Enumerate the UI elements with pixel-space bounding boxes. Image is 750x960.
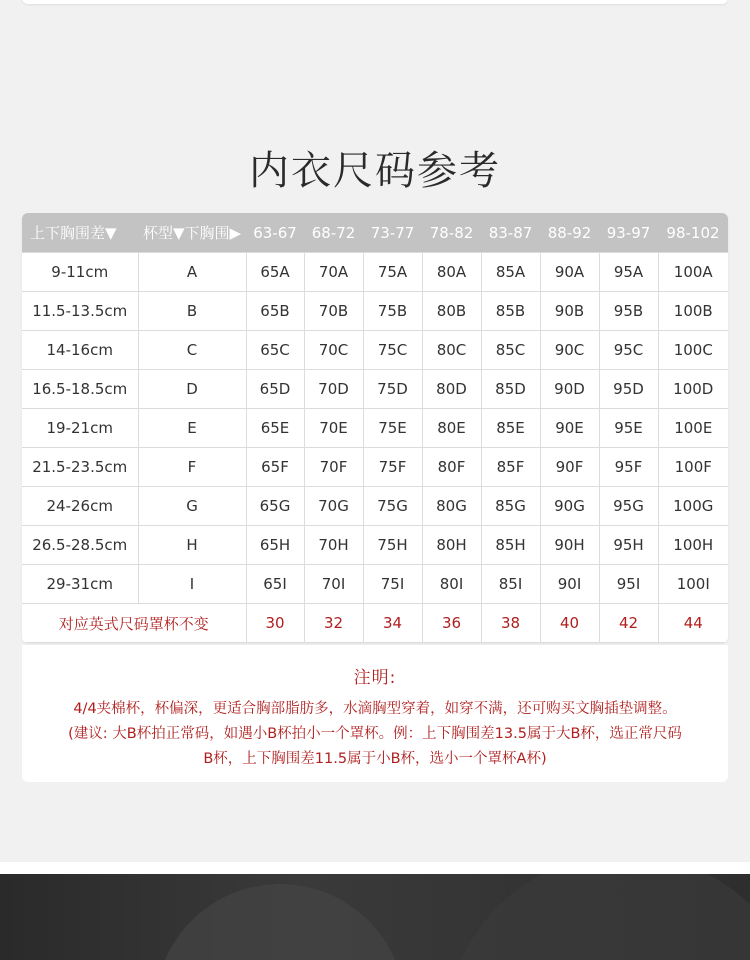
uk-size-label: 对应英式尺码罩杯不变 [22,604,246,643]
size-cell: 65H [246,526,304,565]
size-cell: 80I [422,565,481,604]
header-cup: 杯型▼ [142,224,185,242]
size-cell: 75C [363,331,422,370]
size-cell: 75E [363,409,422,448]
size-cell: 80H [422,526,481,565]
header-range-7: 93-97 [599,213,658,253]
size-cell: 95H [599,526,658,565]
notes-title: 注明: [353,668,397,688]
uk-size-cell: 42 [599,604,658,643]
notes-panel [22,645,728,782]
header-range-8: 98-102 [658,213,728,253]
size-cell: 100I [658,565,728,604]
bust-diff-cell: 26.5-28.5cm [22,526,138,565]
size-cell: 65G [246,487,304,526]
size-cell: 70H [304,526,363,565]
bust-diff-cell: 16.5-18.5cm [22,370,138,409]
size-cell: 100H [658,526,728,565]
size-cell: 100C [658,331,728,370]
uk-size-row [22,604,728,643]
size-cell: 90H [540,526,599,565]
size-cell: 70G [304,487,363,526]
size-cell: 70D [304,370,363,409]
size-cell: 65B [246,292,304,331]
cup-cell: G [138,487,246,526]
cup-cell: E [138,409,246,448]
size-cell: 95G [599,487,658,526]
bust-diff-cell: 9-11cm [22,253,138,292]
size-cell: 95B [599,292,658,331]
size-cell: 75H [363,526,422,565]
bust-diff-cell: 14-16cm [22,331,138,370]
size-cell: 100A [658,253,728,292]
header-range-5: 83-87 [481,213,540,253]
size-cell: 100F [658,448,728,487]
uk-size-cell: 32 [304,604,363,643]
size-cell: 90A [540,253,599,292]
page-title: 内衣尺码参考 [249,147,501,194]
header-range-3: 73-77 [363,213,422,253]
header-range-4: 78-82 [422,213,481,253]
size-cell: 75F [363,448,422,487]
size-cell: 100B [658,292,728,331]
size-cell: 70A [304,253,363,292]
header-range-2: 68-72 [304,213,363,253]
bust-diff-cell: 19-21cm [22,409,138,448]
notes-line: B杯，上下胸围差11.5属于小B杯，选小一个罩杯A杯) [203,751,547,767]
size-table [22,213,728,643]
size-cell: 85I [481,565,540,604]
header-cup-underbust [138,213,246,253]
size-cell: 80C [422,331,481,370]
uk-size-cell: 36 [422,604,481,643]
top-card-edge [22,0,728,4]
size-cell: 65C [246,331,304,370]
size-cell: 65A [246,253,304,292]
bust-diff-cell: 29-31cm [22,565,138,604]
size-cell: 90D [540,370,599,409]
uk-size-cell: 44 [658,604,728,643]
size-cell: 90C [540,331,599,370]
size-cell: 75D [363,370,422,409]
size-table-card [22,213,728,643]
table-row [22,487,728,526]
size-cell: 70B [304,292,363,331]
header-range-1: 63-67 [246,213,304,253]
table-row [22,448,728,487]
size-cell: 85B [481,292,540,331]
size-cell: 100D [658,370,728,409]
bottom-dark-image [0,874,750,960]
size-cell: 90F [540,448,599,487]
size-cell: 95I [599,565,658,604]
size-cell: 95C [599,331,658,370]
size-cell: 80G [422,487,481,526]
table-row [22,526,728,565]
size-cell: 90E [540,409,599,448]
cup-cell: A [138,253,246,292]
size-cell: 85C [481,331,540,370]
size-cell: 65D [246,370,304,409]
size-cell: 70C [304,331,363,370]
size-cell: 90B [540,292,599,331]
size-cell: 85H [481,526,540,565]
notes-line: 4/4夹棉杯，杯偏深，更适合胸部脂肪多，水滴胸型穿着，如穿不满，还可购买文胸插垫调整。 [73,701,677,717]
size-cell: 75B [363,292,422,331]
size-cell: 80F [422,448,481,487]
size-cell: 80B [422,292,481,331]
uk-size-cell: 38 [481,604,540,643]
size-cell: 85G [481,487,540,526]
bottom-banner [0,862,750,960]
bust-diff-cell: 11.5-13.5cm [22,292,138,331]
cup-cell: I [138,565,246,604]
size-cell: 70I [304,565,363,604]
decorative-sphere [445,874,750,960]
size-cell: 85E [481,409,540,448]
size-cell: 80A [422,253,481,292]
size-cell: 100G [658,487,728,526]
table-row [22,253,728,292]
uk-size-cell: 34 [363,604,422,643]
table-row [22,409,728,448]
size-cell: 65I [246,565,304,604]
header-underbust: 下胸围▶ [184,224,242,242]
size-cell: 90I [540,565,599,604]
size-cell: 95F [599,448,658,487]
size-cell: 80D [422,370,481,409]
size-cell: 95D [599,370,658,409]
size-cell: 65E [246,409,304,448]
cup-cell: C [138,331,246,370]
size-cell: 65F [246,448,304,487]
size-cell: 95A [599,253,658,292]
size-cell: 70E [304,409,363,448]
table-body [22,253,728,643]
size-cell: 70F [304,448,363,487]
size-cell: 95E [599,409,658,448]
cup-cell: B [138,292,246,331]
uk-size-cell: 40 [540,604,599,643]
size-cell: 75I [363,565,422,604]
size-cell: 80E [422,409,481,448]
header-range-6: 88-92 [540,213,599,253]
bust-diff-cell: 21.5-23.5cm [22,448,138,487]
size-cell: 100E [658,409,728,448]
header-bust-diff: 上下胸围差▼ [22,213,138,253]
cup-cell: F [138,448,246,487]
table-row [22,292,728,331]
size-cell: 85D [481,370,540,409]
size-cell: 75G [363,487,422,526]
table-header-row [22,213,728,253]
table-row [22,331,728,370]
decorative-sphere [155,884,405,960]
size-cell: 85A [481,253,540,292]
size-cell: 90G [540,487,599,526]
cup-cell: H [138,526,246,565]
uk-size-cell: 30 [246,604,304,643]
size-cell: 85F [481,448,540,487]
table-row [22,565,728,604]
size-cell: 75A [363,253,422,292]
bust-diff-cell: 24-26cm [22,487,138,526]
notes-line: (建议: 大B杯拍正常码，如遇小B杯拍小一个罩杯。例：上下胸围差13.5属于大B杯，选正常尺码 [68,726,682,742]
table-row [22,370,728,409]
cup-cell: D [138,370,246,409]
